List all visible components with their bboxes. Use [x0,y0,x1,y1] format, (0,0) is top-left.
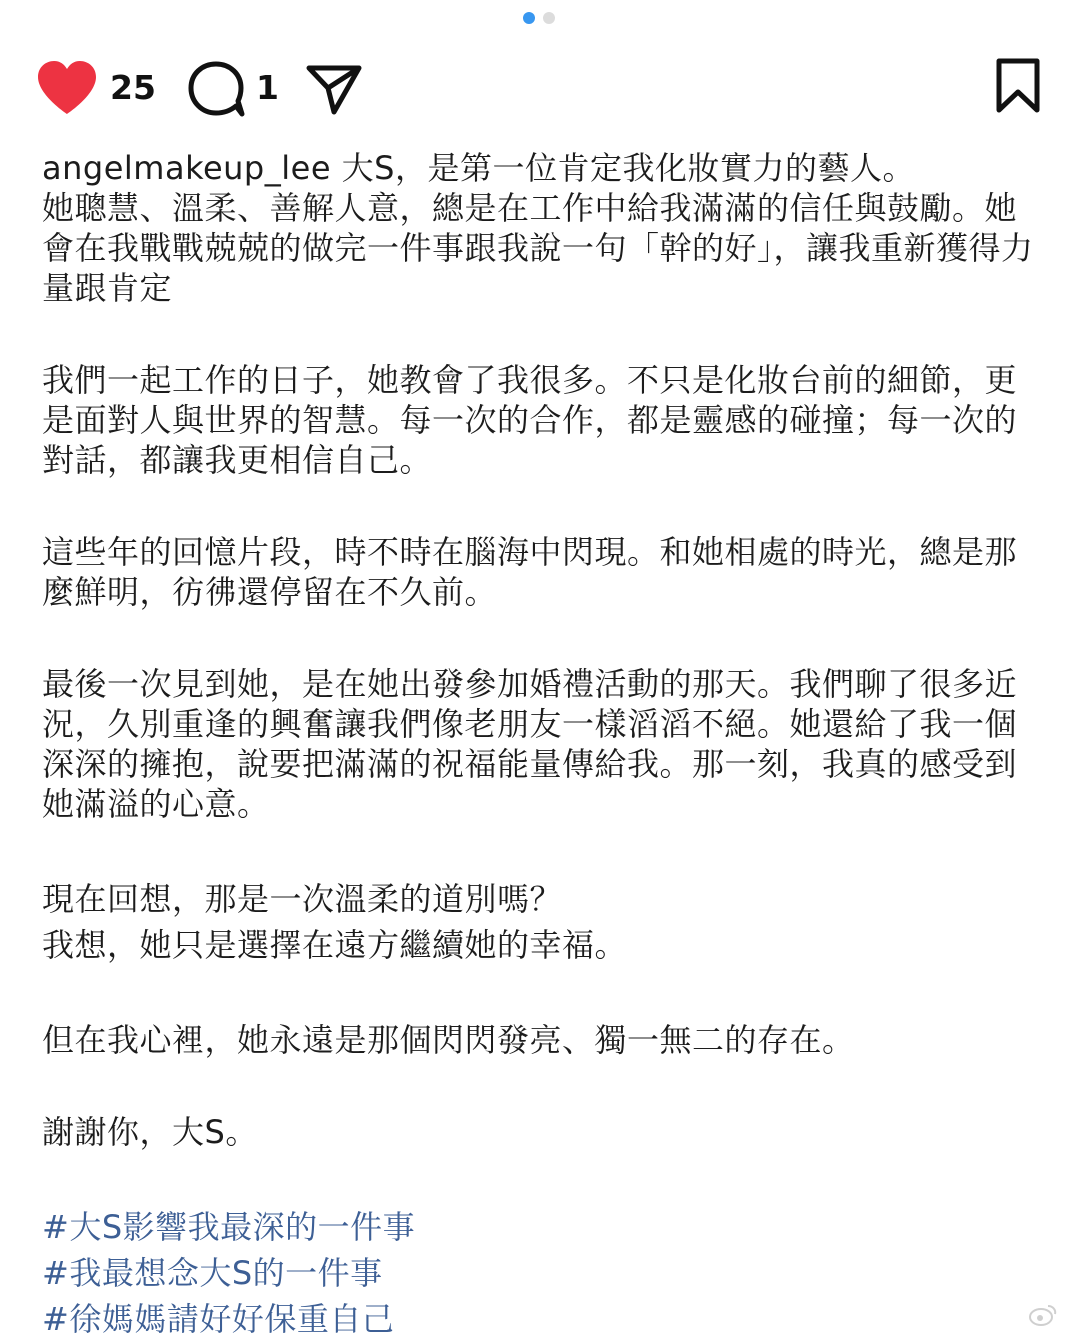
bookmark-icon[interactable] [995,58,1041,118]
post-caption [42,148,1042,1342]
carousel-indicator [0,12,1077,24]
hashtag-link[interactable]: #徐媽媽請好好保重自己 [42,1300,395,1338]
caption-paragraph: 她聰慧、溫柔、善解人意，總是在工作中給我滿滿的信任與鼓勵。她會在我戰戰兢兢的做完一件事跟我說一句「幹的好」，讓我重新獲得力量跟肯定 [42,189,1034,307]
action-bar [36,58,1041,120]
hashtag-link[interactable]: #我最想念大S的一件事 [42,1254,383,1292]
username[interactable]: angelmakeup_lee [42,149,331,187]
carousel-dot [543,12,555,24]
like-count[interactable]: 25 [110,68,156,107]
carousel-dot-active [523,12,535,24]
caption-paragraph: 現在回想，那是一次溫柔的道別嗎？ [42,880,563,918]
caption-paragraph: 但在我心裡，她永遠是那個閃閃發亮、獨一無二的存在。 [42,1021,855,1059]
comment-icon[interactable] [186,60,246,122]
weibo-logo-icon [1029,1304,1057,1330]
comment-count[interactable]: 1 [256,68,279,107]
heart-icon[interactable] [36,60,98,120]
caption-paragraph: 我想，她只是選擇在遠方繼續她的幸福。 [42,926,628,964]
caption-first-paragraph [42,148,1042,188]
caption-paragraph: 這些年的回憶片段，時不時在腦海中閃現。和她相處的時光，總是那麼鮮明，彷彿還停留在不久前。 [42,533,1018,611]
caption-paragraph: 最後一次見到她，是在她出發參加婚禮活動的那天。我們聊了很多近況，久別重逢的興奮讓我們像老朋友一樣滔滔不絕。她還給了我一個深深的擁抱，說要把滿滿的祝福能量傳給我。那一刻，我真的感受到她滿溢的心意。 [42,665,1018,823]
share-icon[interactable] [304,62,364,120]
caption-paragraph: 大S，是第一位肯定我化妝實力的藝人。 [341,149,915,187]
caption-paragraph: 我們一起工作的日子，她教會了我很多。不只是化妝台前的細節，更是面對人與世界的智慧。每一次的合作，都是靈感的碰撞；每一次的對話，都讓我更相信自己。 [42,361,1018,479]
hashtag-link[interactable]: #大S影響我最深的一件事 [42,1208,416,1246]
watermark [1029,1304,1063,1330]
caption-paragraph: 謝謝你，大S。 [42,1113,258,1151]
